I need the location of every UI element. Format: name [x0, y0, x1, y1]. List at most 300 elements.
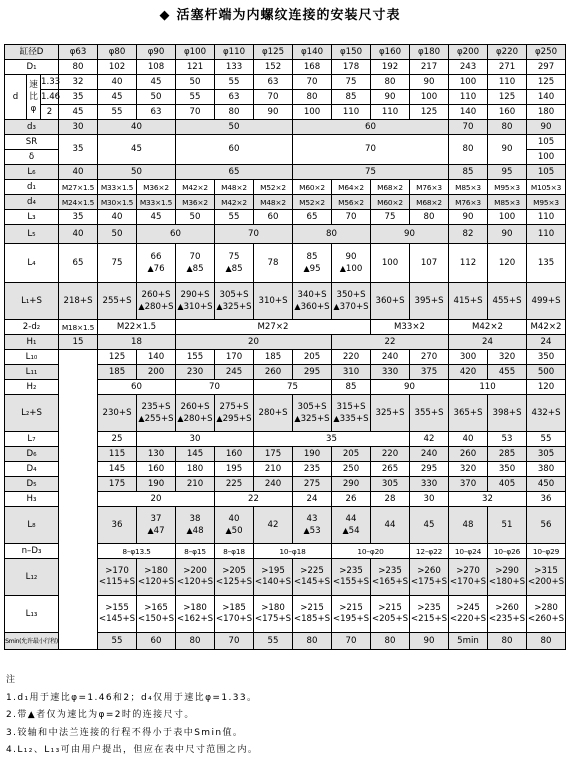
table-cell [98, 559, 137, 596]
cell-value: >280 [534, 603, 558, 613]
table-cell: 95 [488, 165, 527, 180]
cell-value: 85 [231, 263, 243, 274]
table-row [5, 283, 566, 320]
table-cell: M76×3 [410, 180, 449, 195]
table-cell: 80 [371, 633, 410, 650]
table-cell: M85×3 [449, 180, 488, 195]
table-cell: 55 [98, 105, 137, 120]
cell-value: 295+S [222, 413, 252, 424]
table-cell [215, 283, 254, 320]
cell-value: 235+S [141, 401, 171, 412]
table-cell: 230 [176, 365, 215, 380]
cell-value: <115+S [98, 577, 136, 587]
table-cell: 220 [371, 447, 410, 462]
table-cell: 70 [215, 633, 254, 650]
table-cell: M85×3 [488, 195, 527, 210]
table-cell: 112 [449, 244, 488, 283]
cell-value: 54 [348, 525, 360, 536]
row-label: 2-d₂ [5, 320, 59, 335]
table-cell: 90 [449, 210, 488, 225]
table-cell: 270 [410, 350, 449, 365]
row-label: d₃ [5, 120, 59, 135]
table-cell: 250 [332, 462, 371, 477]
table-cell: 40 [59, 165, 98, 180]
table-cell: 415+S [449, 283, 488, 320]
table-cell: 395+S [410, 283, 449, 320]
table-row [5, 120, 566, 135]
table-cell: 310 [332, 365, 371, 380]
table-cell: 210 [254, 462, 293, 477]
triangle-marker-icon: ▲ [147, 263, 154, 273]
triangle-marker-icon: ▲ [333, 301, 340, 311]
table-cell: 245 [215, 365, 254, 380]
table-cell: 50 [98, 165, 176, 180]
table-cell: 107 [410, 244, 449, 283]
cell-value: >200 [183, 566, 207, 576]
table-cell: 110 [449, 90, 488, 105]
table-cell: 60 [176, 135, 293, 165]
table-cell: 40 [98, 75, 137, 90]
table-cell: 90 [371, 380, 449, 395]
table-cell [527, 559, 566, 596]
cell-value: <125+S [215, 577, 253, 587]
table-cell: 115 [98, 447, 137, 462]
table-cell: 36 [98, 507, 137, 544]
cell-value: 360+S [300, 301, 330, 312]
table-cell: 305 [371, 477, 410, 492]
cell-value: <175+S [410, 577, 448, 587]
table-cell: 60 [98, 380, 176, 395]
table-cell: 295 [410, 462, 449, 477]
table-cell: 44 [371, 507, 410, 544]
table-cell: 110 [449, 380, 527, 395]
cell-value: <175+S [254, 614, 292, 624]
row-label: L₆ [5, 165, 59, 180]
table-cell: 100 [527, 150, 566, 165]
table-cell: 45 [137, 75, 176, 90]
table-cell [176, 559, 215, 596]
triangle-marker-icon: ▲ [138, 301, 145, 311]
table-cell: 220 [332, 350, 371, 365]
table-cell: 45 [137, 210, 176, 225]
table-cell: 355+S [410, 395, 449, 432]
row-label: n–D₃ [5, 544, 59, 559]
table-cell: 35 [254, 432, 410, 447]
table-cell: 55 [98, 633, 137, 650]
ratio-cell: 2 [41, 105, 59, 120]
cell-value: <195+S [332, 614, 370, 624]
table-cell: 80 [215, 105, 254, 120]
table-cell: 217 [410, 60, 449, 75]
table-cell: 380 [527, 462, 566, 477]
table-cell [137, 244, 176, 283]
table-cell [332, 596, 371, 633]
table-cell: M42×2 [449, 320, 527, 335]
cell-value: >245 [456, 603, 480, 613]
table-cell: 55 [176, 90, 215, 105]
table-row [5, 195, 566, 210]
header-cell: φ125 [254, 45, 293, 60]
table-cell: 100 [371, 244, 410, 283]
cell-value: <150+S [137, 614, 175, 624]
table-cell: 24 [527, 335, 566, 350]
table-cell: 108 [137, 60, 176, 75]
table-cell: 185 [254, 350, 293, 365]
table-cell: 60 [137, 633, 176, 650]
table-cell [98, 596, 137, 633]
table-cell: M52×2 [254, 180, 293, 195]
triangle-marker-icon: ▲ [225, 263, 232, 273]
cell-value: <215+S [410, 614, 448, 624]
table-row [5, 350, 566, 365]
triangle-marker-icon: ▲ [294, 301, 301, 311]
table-cell [176, 244, 215, 283]
table-row [5, 135, 566, 150]
table-cell: 420 [449, 365, 488, 380]
table-cell: 243 [449, 60, 488, 75]
cell-value: >205 [222, 566, 246, 576]
table-cell: 370 [449, 477, 488, 492]
table-cell: 133 [215, 60, 254, 75]
table-cell: 63 [254, 75, 293, 90]
row-label: H₃ [5, 492, 59, 507]
table-cell [371, 596, 410, 633]
header-cell: φ200 [449, 45, 488, 60]
table-row [5, 320, 566, 335]
table-cell: 110 [371, 105, 410, 120]
table-cell: 80 [293, 90, 332, 105]
table-cell: 305 [527, 447, 566, 462]
table-row [5, 210, 566, 225]
note-item: 2.带▲者仅为速比为φ=2时的连接尺寸。 [6, 710, 195, 720]
table-cell: 185 [98, 365, 137, 380]
table-cell: 10–φ24 [449, 544, 488, 559]
cell-value: <170+S [449, 577, 487, 587]
row-label: d₄ [5, 195, 59, 210]
table-cell: 100 [410, 90, 449, 105]
table-cell: 90 [410, 75, 449, 90]
table-cell: 290 [332, 477, 371, 492]
table-cell [332, 395, 371, 432]
table-cell: 22 [215, 492, 293, 507]
triangle-marker-icon: ▲ [177, 301, 184, 311]
table-cell: 45 [98, 90, 137, 105]
table-cell: 70 [176, 380, 254, 395]
note-item: 4.L₁₂、L₁₃可由用户提出，但应在表中尺寸范围之内。 [6, 745, 259, 755]
table-cell: 80 [293, 225, 371, 244]
table-cell: 28 [371, 492, 410, 507]
triangle-marker-icon: ▲ [186, 525, 193, 535]
row-sublabel: 速比φ [27, 75, 41, 120]
cell-value: <120+S [137, 577, 175, 587]
table-cell [488, 596, 527, 633]
triangle-marker-icon: ▲ [216, 413, 223, 423]
table-row [5, 244, 566, 283]
cell-value: 305+S [219, 289, 249, 300]
table-cell [332, 244, 371, 283]
triangle-marker-icon: ▲ [138, 413, 145, 423]
table-cell: 20 [98, 492, 215, 507]
table-cell: 70 [449, 120, 488, 135]
row-label: Smin(允许最小行程) [5, 633, 59, 650]
table-cell: 320 [449, 462, 488, 477]
table-cell: 320 [488, 350, 527, 365]
table-cell: 80 [488, 633, 527, 650]
table-cell: 25 [98, 432, 137, 447]
table-cell [293, 283, 332, 320]
table-cell: 230+S [98, 395, 137, 432]
header-cell: φ220 [488, 45, 527, 60]
table-cell: 180 [176, 462, 215, 477]
table-cell: 40 [59, 225, 98, 244]
table-cell: 280+S [254, 395, 293, 432]
table-cell: 295 [293, 365, 332, 380]
table-cell: 55 [527, 432, 566, 447]
cell-value: <120+S [176, 577, 214, 587]
table-cell [332, 283, 371, 320]
cell-value: 370+S [339, 301, 369, 312]
table-cell: 42 [410, 432, 449, 447]
table-cell: M60×2 [293, 180, 332, 195]
cell-value: >155 [105, 603, 129, 613]
table-row [5, 180, 566, 195]
table-cell: 121 [176, 60, 215, 75]
table-cell: 90 [410, 633, 449, 650]
table-cell: M95×3 [488, 180, 527, 195]
cell-value: 335+S [339, 413, 369, 424]
table-cell: 235 [293, 462, 332, 477]
table-cell: 55 [254, 633, 293, 650]
table-cell: 10–φ26 [488, 544, 527, 559]
notes-heading: 注 [6, 675, 17, 685]
note-item: 3.铰轴和中法兰连接的行程不得小于表中Smin值。 [6, 727, 244, 738]
row-label: L₁₃ [5, 596, 59, 633]
table-cell: 35 [59, 90, 98, 105]
table-cell: 65 [59, 244, 98, 283]
header-cell: φ250 [527, 45, 566, 60]
table-cell: 10–φ29 [527, 544, 566, 559]
table-cell: 125 [527, 75, 566, 90]
table-cell: 455 [488, 365, 527, 380]
header-cell: φ90 [137, 45, 176, 60]
table-cell: M105×3 [527, 180, 566, 195]
table-cell: 365+S [449, 395, 488, 432]
triangle-marker-icon: ▲ [333, 413, 340, 423]
table-cell: 90 [371, 90, 410, 105]
cell-value: 260+S [180, 401, 210, 412]
table-cell: 205 [332, 447, 371, 462]
table-cell: 175 [254, 447, 293, 462]
table-cell [293, 596, 332, 633]
table-cell: 240 [254, 477, 293, 492]
table-cell: 175 [98, 477, 137, 492]
table-cell: 432+S [527, 395, 566, 432]
table-cell: 140 [137, 350, 176, 365]
table-cell: 255+S [98, 283, 137, 320]
cell-value: 85 [192, 263, 204, 274]
table-cell: 63 [137, 105, 176, 120]
table-cell: 155 [176, 350, 215, 365]
table-cell: M95×3 [527, 195, 566, 210]
table-cell: 35 [59, 210, 98, 225]
table-cell: 5min [449, 633, 488, 650]
table-cell: 75 [254, 380, 332, 395]
table-cell: 80 [488, 120, 527, 135]
title-text: 活塞杆端为内螺纹连接的安装尺寸表 [176, 8, 401, 23]
page-title [0, 4, 560, 23]
notes-section [6, 672, 554, 760]
triangle-marker-icon: ▲ [147, 525, 154, 535]
table-cell: 40 [98, 210, 137, 225]
header-cell: φ160 [371, 45, 410, 60]
table-cell: 12–φ22 [410, 544, 449, 559]
table-cell: 110 [488, 75, 527, 90]
table-cell [371, 559, 410, 596]
table-cell: M33×1.5 [98, 180, 137, 195]
cell-value: 85 [306, 251, 318, 262]
table-cell: 330 [410, 477, 449, 492]
table-cell: 45 [98, 135, 176, 165]
cell-value: 47 [153, 525, 165, 536]
table-cell: 50 [137, 90, 176, 105]
table-cell [137, 559, 176, 596]
table-cell [332, 559, 371, 596]
header-cell: φ80 [98, 45, 137, 60]
table-cell [449, 559, 488, 596]
cell-value: 325+S [300, 413, 330, 424]
table-cell: 8–φ18 [215, 544, 254, 559]
table-cell: 210 [176, 477, 215, 492]
ratio-cell: 1.46 [41, 90, 59, 105]
row-label: d [5, 75, 27, 120]
table-cell: M60×2 [371, 195, 410, 210]
table-cell: 80 [293, 633, 332, 650]
dimension-table [4, 44, 566, 650]
table-cell: 30 [410, 492, 449, 507]
table-row [5, 105, 566, 120]
table-cell: 260 [254, 365, 293, 380]
table-cell: 271 [488, 60, 527, 75]
table-cell: 45 [410, 507, 449, 544]
cell-value: >215 [339, 603, 363, 613]
cell-value: >195 [261, 566, 285, 576]
table-cell: 63 [215, 90, 254, 105]
table-cell: 75 [332, 75, 371, 90]
table-cell: 100 [293, 105, 332, 120]
table-cell [449, 596, 488, 633]
table-cell: M27×2 [176, 320, 371, 335]
table-cell: 499+S [527, 283, 566, 320]
header-cell: φ180 [410, 45, 449, 60]
cell-value: >290 [495, 566, 519, 576]
table-cell: 90 [488, 225, 527, 244]
table-cell: M76×3 [449, 195, 488, 210]
row-label: L₁₁ [5, 365, 59, 380]
table-cell [215, 244, 254, 283]
table-cell: 350 [527, 350, 566, 365]
table-cell: M30×1.5 [98, 195, 137, 210]
table-cell: 70 [215, 225, 293, 244]
cell-value: >165 [144, 603, 168, 613]
ratio-cell: 1.33 [41, 75, 59, 90]
table-cell [215, 507, 254, 544]
cell-value: >260 [417, 566, 441, 576]
table-row [5, 335, 566, 350]
cell-value: 90 [345, 251, 357, 262]
table-cell: 60 [137, 225, 215, 244]
table-row [5, 225, 566, 244]
table-cell: 70 [332, 210, 371, 225]
table-cell: 90 [254, 105, 293, 120]
cell-value: 38 [189, 513, 201, 524]
row-label: L₁₂ [5, 559, 59, 596]
cell-value: <155+S [332, 577, 370, 587]
cell-value: 50 [231, 525, 243, 536]
table-cell: 102 [98, 60, 137, 75]
table-cell: 140 [449, 105, 488, 120]
table-cell: 10–φ18 [254, 544, 332, 559]
table-cell: 82 [449, 225, 488, 244]
table-cell: 100 [488, 210, 527, 225]
table-cell: M48×2 [254, 195, 293, 210]
table-cell: 75 [98, 244, 137, 283]
table-cell: 195 [215, 462, 254, 477]
table-cell: 105 [527, 135, 566, 150]
cell-value: <205+S [371, 614, 409, 624]
row-label: D₅ [5, 477, 59, 492]
cell-value: >180 [183, 603, 207, 613]
table-cell: 125 [488, 90, 527, 105]
cell-value: >270 [456, 566, 480, 576]
table-row [5, 75, 566, 90]
row-label: L₁+S [5, 283, 59, 320]
table-cell: 45 [59, 105, 98, 120]
table-cell: 36 [527, 492, 566, 507]
empty-cell [59, 350, 98, 650]
table-cell: M56×2 [332, 195, 371, 210]
table-cell: M22×1.5 [98, 320, 176, 335]
table-cell: 51 [488, 507, 527, 544]
table-cell: 90 [527, 120, 566, 135]
table-cell: 26 [332, 492, 371, 507]
cell-value: >180 [144, 566, 168, 576]
table-cell: 125 [98, 350, 137, 365]
row-label: L₃ [5, 210, 59, 225]
table-cell: 80 [59, 60, 98, 75]
table-cell: M42×2 [176, 180, 215, 195]
table-cell: 24 [449, 335, 527, 350]
table-cell: M33×1.5 [137, 195, 176, 210]
table-cell: 360+S [371, 283, 410, 320]
table-cell: 105 [527, 165, 566, 180]
table-cell: 110 [527, 225, 566, 244]
cell-value: 37 [150, 513, 162, 524]
table-row [5, 165, 566, 180]
table-cell: M33×2 [371, 320, 449, 335]
row-label: d₁ [5, 180, 59, 195]
triangle-marker-icon: ▲ [225, 525, 232, 535]
table-cell: 42 [254, 507, 293, 544]
cell-value: <170+S [215, 614, 253, 624]
table-cell: 240 [410, 447, 449, 462]
table-cell [293, 395, 332, 432]
cell-value: >235 [378, 566, 402, 576]
table-cell: 50 [176, 75, 215, 90]
table-cell: 24 [293, 492, 332, 507]
table-cell: 90 [488, 135, 527, 165]
cell-value: <185+S [293, 614, 331, 624]
table-cell [176, 507, 215, 544]
